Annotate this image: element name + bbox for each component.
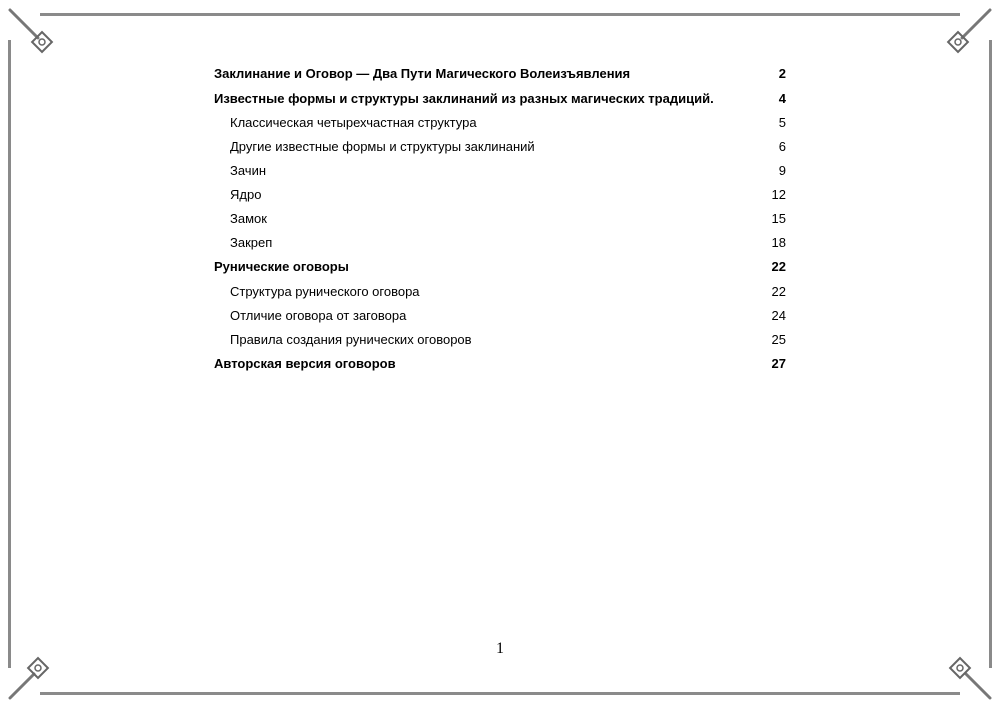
table-of-contents [214, 62, 786, 376]
toc-entry-title: Ядро [230, 187, 262, 202]
toc-entry-page: 27 [771, 355, 786, 371]
toc-entry-page: 15 [771, 211, 786, 226]
toc-entry[interactable] [214, 280, 786, 304]
toc-entry[interactable] [214, 255, 786, 280]
page-border-bottom [40, 692, 960, 695]
toc-entry-page: 9 [778, 163, 786, 178]
toc-entry[interactable] [214, 159, 786, 183]
toc-entry-title: Рунические оговоры [214, 259, 349, 274]
key-ornament-icon [942, 650, 992, 700]
page-number: 1 [496, 640, 504, 657]
toc-entry[interactable] [214, 207, 786, 231]
toc-entry[interactable] [214, 135, 786, 159]
key-ornament-icon [8, 8, 58, 58]
key-ornament-icon [942, 8, 992, 58]
toc-entry-page: 4 [778, 90, 786, 106]
toc-entry[interactable] [214, 328, 786, 352]
key-ornament-icon [8, 650, 58, 700]
page-border-right [989, 40, 992, 668]
toc-entry[interactable] [214, 304, 786, 328]
toc-entry[interactable] [214, 87, 786, 112]
page-border-left [8, 40, 11, 668]
toc-entry-title: Авторская версия оговоров [214, 355, 396, 371]
toc-entry-title: Замок [230, 211, 267, 226]
toc-entry[interactable] [214, 231, 786, 255]
toc-entry-title: Зачин [230, 163, 267, 178]
toc-entry-page: 2 [778, 66, 786, 81]
toc-entry-page: 22 [771, 283, 786, 299]
page-border-top [40, 13, 960, 16]
toc-entry-page: 12 [771, 187, 786, 202]
toc-entry[interactable] [214, 352, 786, 377]
toc-entry-page: 25 [771, 331, 786, 347]
toc-entry-page: 22 [771, 259, 786, 274]
toc-entry[interactable] [214, 183, 786, 207]
toc-entry-page: 24 [771, 307, 786, 323]
toc-entry-title: Заклинание и Оговор — Два Пути Магического Волеизъявления [214, 66, 631, 81]
toc-entry[interactable] [214, 62, 786, 87]
toc-entry-page: 5 [778, 115, 786, 130]
toc-entry[interactable] [214, 111, 786, 135]
toc-entry-title: Структура рунического оговора [230, 283, 420, 299]
toc-entry-title: Закреп [230, 235, 273, 250]
toc-entry-title: Классическая четырехчастная структура [230, 115, 477, 130]
toc-entry-title: Другие известные формы и структуры заклинаний [230, 139, 535, 154]
toc-entry-page: 18 [771, 235, 786, 250]
toc-entry-page: 6 [778, 139, 786, 154]
toc-entry-title: Правила создания рунических оговоров [230, 331, 472, 347]
toc-entry-title: Известные формы и структуры заклинаний из разных магических традиций. [214, 90, 714, 106]
toc-entry-title: Отличие оговора от заговора [230, 307, 407, 323]
